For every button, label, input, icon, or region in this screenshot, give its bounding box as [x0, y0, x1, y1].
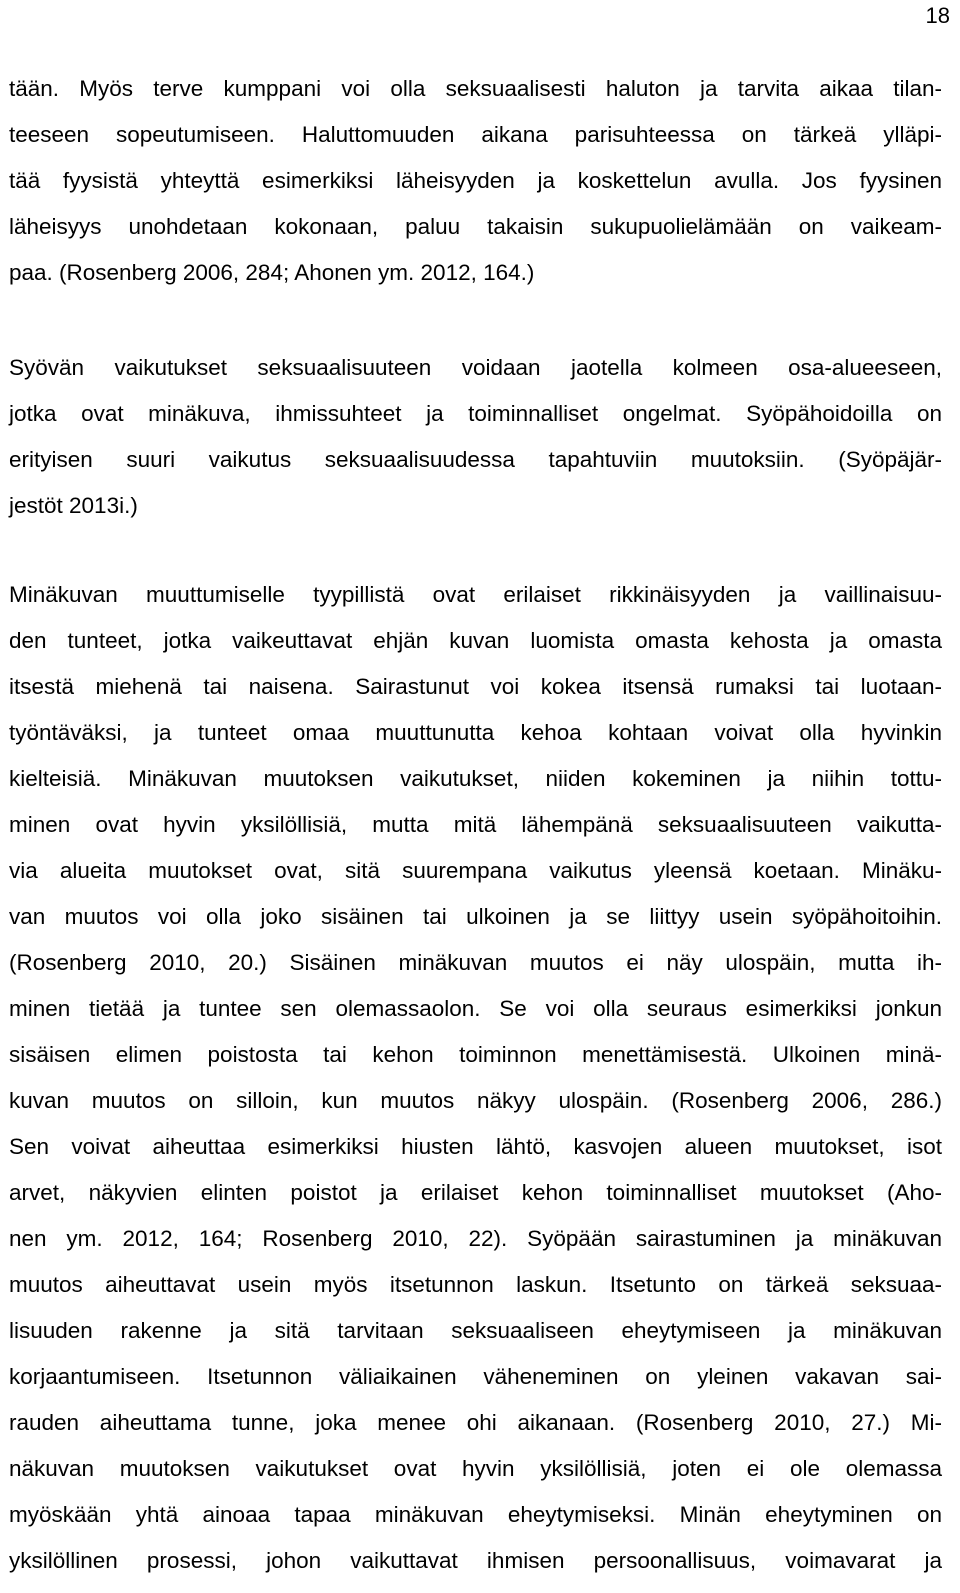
text-line: van muutos voi olla joko sisäinen tai ulkoinen ja se liittyy usein syöpähoitoihin.: [9, 904, 942, 929]
text-line: muutos aiheuttavat usein myös itsetunnon laskun. Itsetunto on tärkeä seksuaa-: [9, 1272, 942, 1297]
text-line: työntäväksi, ja tunteet omaa muuttunutta kehoa kohtaan voivat olla hyvinkin: [9, 720, 942, 745]
text-line: sisäisen elimen poistosta tai kehon toiminnon menettämisestä. Ulkoinen minä-: [9, 1042, 942, 1067]
text-line: tään. Myös terve kumppani voi olla seksuaalisesti haluton ja tarvita aikaa tilan-: [9, 76, 942, 101]
text-line: läheisyys unohdetaan kokonaan, paluu takaisin sukupuolielämään on vaikeam-: [9, 214, 942, 239]
text-line: (Rosenberg 2010, 20.) Sisäinen minäkuvan muutos ei näy ulospäin, mutta ih-: [9, 950, 942, 975]
text-line: jotka ovat minäkuva, ihmissuhteet ja toiminnalliset ongelmat. Syöpähoidoilla on: [9, 401, 942, 426]
text-line: Sen voivat aiheuttaa esimerkiksi hiusten lähtö, kasvojen alueen muutokset, isot: [9, 1134, 942, 1159]
text-line: tää fyysistä yhteyttä esimerkiksi läheisyyden ja koskettelun avulla. Jos fyysinen: [9, 168, 942, 193]
text-line: korjaantumiseen. Itsetunnon väliaikainen väheneminen on yleinen vakavan sai-: [9, 1364, 942, 1389]
text-line: teeseen sopeutumiseen. Haluttomuuden aikana parisuhteessa on tärkeä ylläpi-: [9, 122, 942, 147]
text-line: Syövän vaikutukset seksuaalisuuteen voidaan jaotella kolmeen osa-alueeseen,: [9, 355, 942, 380]
text-line: kielteisiä. Minäkuvan muutoksen vaikutukset, niiden kokeminen ja niihin tottu-: [9, 766, 942, 791]
text-line: kuvan muutos on silloin, kun muutos näkyy ulospäin. (Rosenberg 2006, 286.): [9, 1088, 942, 1113]
text-line: erityisen suuri vaikutus seksuaalisuudessa tapahtuviin muutoksiin. (Syöpäjär-: [9, 447, 942, 472]
text-line: Minäkuvan muuttumiselle tyypillistä ovat erilaiset rikkinäisyyden ja vaillinaisuu-: [9, 582, 942, 607]
text-line: yksilöllinen prosessi, johon vaikuttavat ihmisen persoonallisuus, voimavarat ja: [9, 1548, 942, 1573]
page-number: 18: [925, 3, 950, 28]
paragraph-3: [9, 572, 942, 1584]
text-line: den tunteet, jotka vaikeuttavat ehjän kuvan luomista omasta kehosta ja omasta: [9, 628, 942, 653]
text-line: minen ovat hyvin yksilöllisiä, mutta mitä lähempänä seksuaalisuuteen vaikutta-: [9, 812, 942, 837]
text-line: näkuvan muutoksen vaikutukset ovat hyvin yksilöllisiä, joten ei ole olemassa: [9, 1456, 942, 1481]
text-line: arvet, näkyvien elinten poistot ja erilaiset kehon toiminnalliset muutokset (Aho-: [9, 1180, 942, 1205]
text-line: nen ym. 2012, 164; Rosenberg 2010, 22). Syöpään sairastuminen ja minäkuvan: [9, 1226, 942, 1251]
text-line: lisuuden rakenne ja sitä tarvitaan seksuaaliseen eheytymiseen ja minäkuvan: [9, 1318, 942, 1343]
text-line: jestöt 2013i.): [9, 493, 138, 518]
text-line: via alueita muutokset ovat, sitä suurempana vaikutus yleensä koetaan. Minäku-: [9, 858, 942, 883]
text-line: rauden aiheuttama tunne, joka menee ohi aikanaan. (Rosenberg 2010, 27.) Mi-: [9, 1410, 942, 1435]
paragraph-1: [9, 66, 942, 296]
text-line: paa. (Rosenberg 2006, 284; Ahonen ym. 2012, 164.): [9, 260, 535, 285]
text-line: itsestä miehenä tai naisena. Sairastunut voi kokea itsensä rumaksi tai luotaan-: [9, 674, 942, 699]
text-line: minen tietää ja tuntee sen olemassaolon. Se voi olla seuraus esimerkiksi jonkun: [9, 996, 942, 1021]
paragraph-2: [9, 345, 942, 529]
text-line: myöskään yhtä ainoaa tapaa minäkuvan eheytymiseksi. Minän eheytyminen on: [9, 1502, 942, 1527]
